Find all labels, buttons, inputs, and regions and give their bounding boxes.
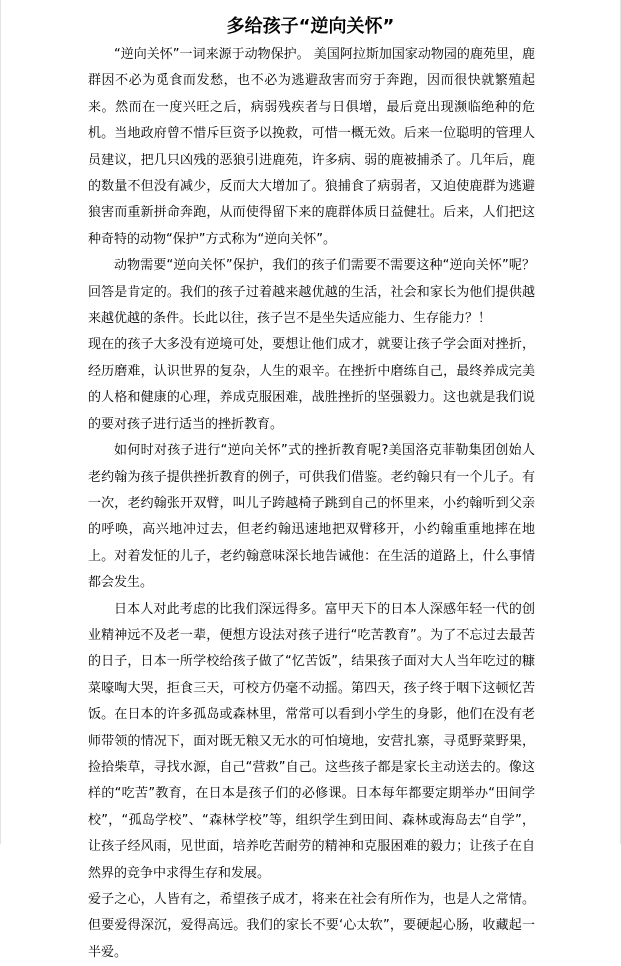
- paragraph-3: 现在的孩子大多没有逆境可处，要想让他们成才，就要让孩子学会面对挫折，经历磨难，认识世界的复杂，人生的艰辛。在挫折中磨练自己，最终养成完美的人格和健康的心理，养成克服困难，战胜挫折的坚强毅力。这也就是我们说的要对孩子进行适当的挫折教育。: [88, 337, 535, 432]
- paragraph-4: 如何时对孩子进行“逆向关怀”式的挫折教育呢?美国洛克菲勒集团创始人老约翰为孩子提供挫折教育的例子，可供我们借鉴。老约翰只有一个儿子。有一次，老约翰张开双臂，叫儿子跨越椅子跳到自己的怀里来，小约翰听到父亲的呼唤，高兴地冲过去，但老约翰迅速地把双臂移开，小约翰重重地摔在地上。对着发怔的儿子，老约翰意味深长地告诫他：在生活的道路上，什么事情都会发生。: [88, 443, 535, 591]
- document-body: [88, 42, 535, 966]
- page-edge-left: [0, 0, 1, 844]
- document-title: 多给孩子“逆向关怀”: [226, 16, 395, 37]
- paragraph-6: 爱子之心，人皆有之，希望孩子成才，将来在社会有所作为，也是人之常情。但要爱得深沉，爱得高远。我们的家长不要‘心太软”，要硬起心肠，收藏起一半爱。: [88, 892, 535, 960]
- paragraph-2: 动物需要“逆向关怀”保护，我们的孩子们需要不需要这种“逆向关怀”呢？回答是肯定的。我们的孩子过着越来越优越的生活，社会和家长为他们提供越来越优越的条件。长此以往，孩子岂不是坐失适应能力、生存能力？！: [88, 258, 535, 327]
- paragraph-1: “逆向关怀”一词来源于动物保护。 美国阿拉斯加国家动物园的鹿苑里，鹿群因不必为觅食而发愁，也不必为逃避敌害而穷于奔跑，因而很快就繁殖起来。然而在一度兴旺之后，病弱残疾者与日俱增，最后竟出现濒临绝种的危机。当地政府曾不惜斥巨资予以挽救，可惜一概无效。后来一位聪明的管理人员建议，把几只凶残的恶狼引进鹿苑，许多病、弱的鹿被捕杀了。几年后，鹿的数量不但没有减少，反而大大增加了。狼捕食了病弱者，又迫使鹿群为逃避狼害而重新拼命奔跑，从而使得留下来的鹿群体质日益健壮。后来，人们把这种奇特的动物“保护”方式称为“逆向关怀”。: [88, 47, 535, 247]
- paragraph-5: 日本人对此考虑的比我们深远得多。富甲天下的日本人深感年轻一代的创业精神远不及老一辈，便想方设法对孩子进行“吃苦教育”。为了不忘过去最苦的日子，日本一所学校给孩子做了“忆苦饭”，结果孩子面对大人当年吃过的糠菜嚎啕大哭，拒食三天，可校方仍毫不动摇。第四天，孩子终于咽下这顿忆苦饭。在日本的许多孤岛或森林里，常常可以看到小学生的身影，他们在没有老师带领的情况下，面对既无粮又无水的可怕境地，安营扎寨，寻觅野菜野果，捡拾柴草，寻找水源，自己“营救”自己。这些孩子都是家长主动送去的。像这样的“吃苦”教育，在日本是孩子们的必修课。日本每年都要定期举办“田间学校”，“孤岛学校”、“森林学校”等，组织学生到田间、森林或海岛去“自学”，让孩子经风雨，见世面，培养吃苦耐劳的精神和克服困难的毅力；让孩子在自然界的竞争中求得生存和发展。: [88, 601, 535, 881]
